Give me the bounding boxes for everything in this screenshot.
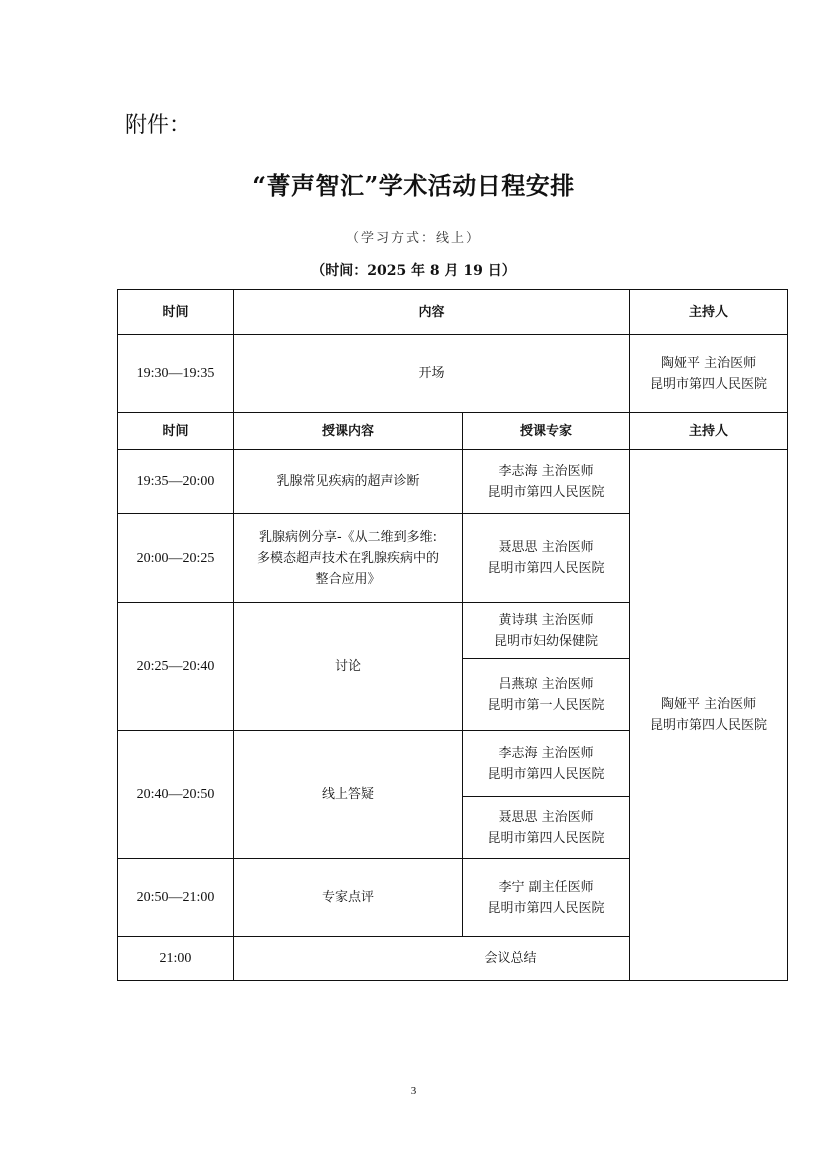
opening-host-name: 陶娅平 主治医师 bbox=[660, 355, 757, 371]
session-expert bbox=[463, 797, 630, 859]
session-expert bbox=[463, 603, 630, 659]
expert-org: 昆明市第四人民医院 bbox=[487, 766, 605, 782]
opening-row bbox=[118, 335, 788, 413]
expert-org: 昆明市第四人民医院 bbox=[487, 900, 605, 916]
session-content: 专家点评 bbox=[234, 859, 463, 937]
header2-content: 授课内容 bbox=[234, 413, 463, 450]
expert-name: 聂思思 主治医师 bbox=[498, 809, 594, 825]
session-row bbox=[118, 450, 788, 514]
closing-row bbox=[118, 937, 788, 981]
schedule-table bbox=[117, 289, 788, 981]
session-content: 乳腺常见疾病的超声诊断 bbox=[234, 450, 463, 514]
expert-name: 吕燕琼 主治医师 bbox=[498, 676, 594, 692]
session-content: 线上答疑 bbox=[234, 731, 463, 859]
opening-host-org: 昆明市第四人民医院 bbox=[650, 376, 768, 392]
session-content bbox=[234, 514, 463, 603]
session-content-line: 整合应用》 bbox=[315, 571, 381, 587]
header2-expert: 授课专家 bbox=[463, 413, 630, 450]
opening-content: 开场 bbox=[234, 335, 630, 413]
expert-org: 昆明市第一人民医院 bbox=[487, 697, 605, 713]
document-title: “菁声智汇”学术活动日程安排 bbox=[252, 171, 575, 200]
header-time: 时间 bbox=[118, 290, 234, 335]
expert-name: 李宁 副主任医师 bbox=[498, 879, 594, 895]
page-number: 3 bbox=[410, 1085, 417, 1097]
header2-time: 时间 bbox=[118, 413, 234, 450]
header-row-2 bbox=[118, 413, 788, 450]
opening-time: 19:30—19:35 bbox=[118, 335, 234, 413]
session-time: 20:00—20:25 bbox=[118, 514, 234, 603]
session-host bbox=[630, 450, 788, 981]
header-row-1 bbox=[118, 290, 788, 335]
header-content: 内容 bbox=[234, 290, 630, 335]
session-expert bbox=[463, 859, 630, 937]
closing-content: 会议总结 bbox=[234, 937, 788, 981]
header-host: 主持人 bbox=[630, 290, 788, 335]
event-date: （时间：2025 年 8 月 19 日） bbox=[311, 263, 516, 279]
session-expert bbox=[463, 731, 630, 797]
expert-name: 黄诗琪 主治医师 bbox=[498, 612, 594, 628]
session-time: 20:40—20:50 bbox=[118, 731, 234, 859]
session-content-line: 乳腺病例分享-《从二维到多维: bbox=[258, 529, 438, 545]
expert-org: 昆明市第四人民医院 bbox=[487, 484, 605, 500]
expert-org: 昆明市妇幼保健院 bbox=[494, 633, 599, 649]
session-expert bbox=[463, 514, 630, 603]
session-expert bbox=[463, 659, 630, 731]
attachment-label: 附件： bbox=[125, 113, 192, 138]
session-host-name: 陶娅平 主治医师 bbox=[660, 697, 757, 712]
session-content: 讨论 bbox=[234, 603, 463, 731]
session-time: 20:25—20:40 bbox=[118, 603, 234, 731]
expert-name: 李志海 主治医师 bbox=[498, 745, 594, 761]
session-time: 19:35—20:00 bbox=[118, 450, 234, 514]
expert-name: 李志海 主治医师 bbox=[498, 463, 594, 479]
expert-org: 昆明市第四人民医院 bbox=[487, 561, 605, 576]
closing-time: 21:00 bbox=[118, 937, 234, 981]
session-expert bbox=[463, 450, 630, 514]
opening-host bbox=[630, 335, 788, 413]
session-content-line: 多模态超声技术在乳腺疾病中的 bbox=[256, 550, 439, 566]
session-time: 20:50—21:00 bbox=[118, 859, 234, 937]
expert-org: 昆明市第四人民医院 bbox=[487, 830, 605, 846]
expert-name: 聂思思 主治医师 bbox=[498, 540, 594, 555]
header2-host: 主持人 bbox=[630, 413, 788, 450]
learning-mode: （学习方式：线上） bbox=[345, 231, 481, 246]
session-host-org: 昆明市第四人民医院 bbox=[650, 718, 768, 733]
